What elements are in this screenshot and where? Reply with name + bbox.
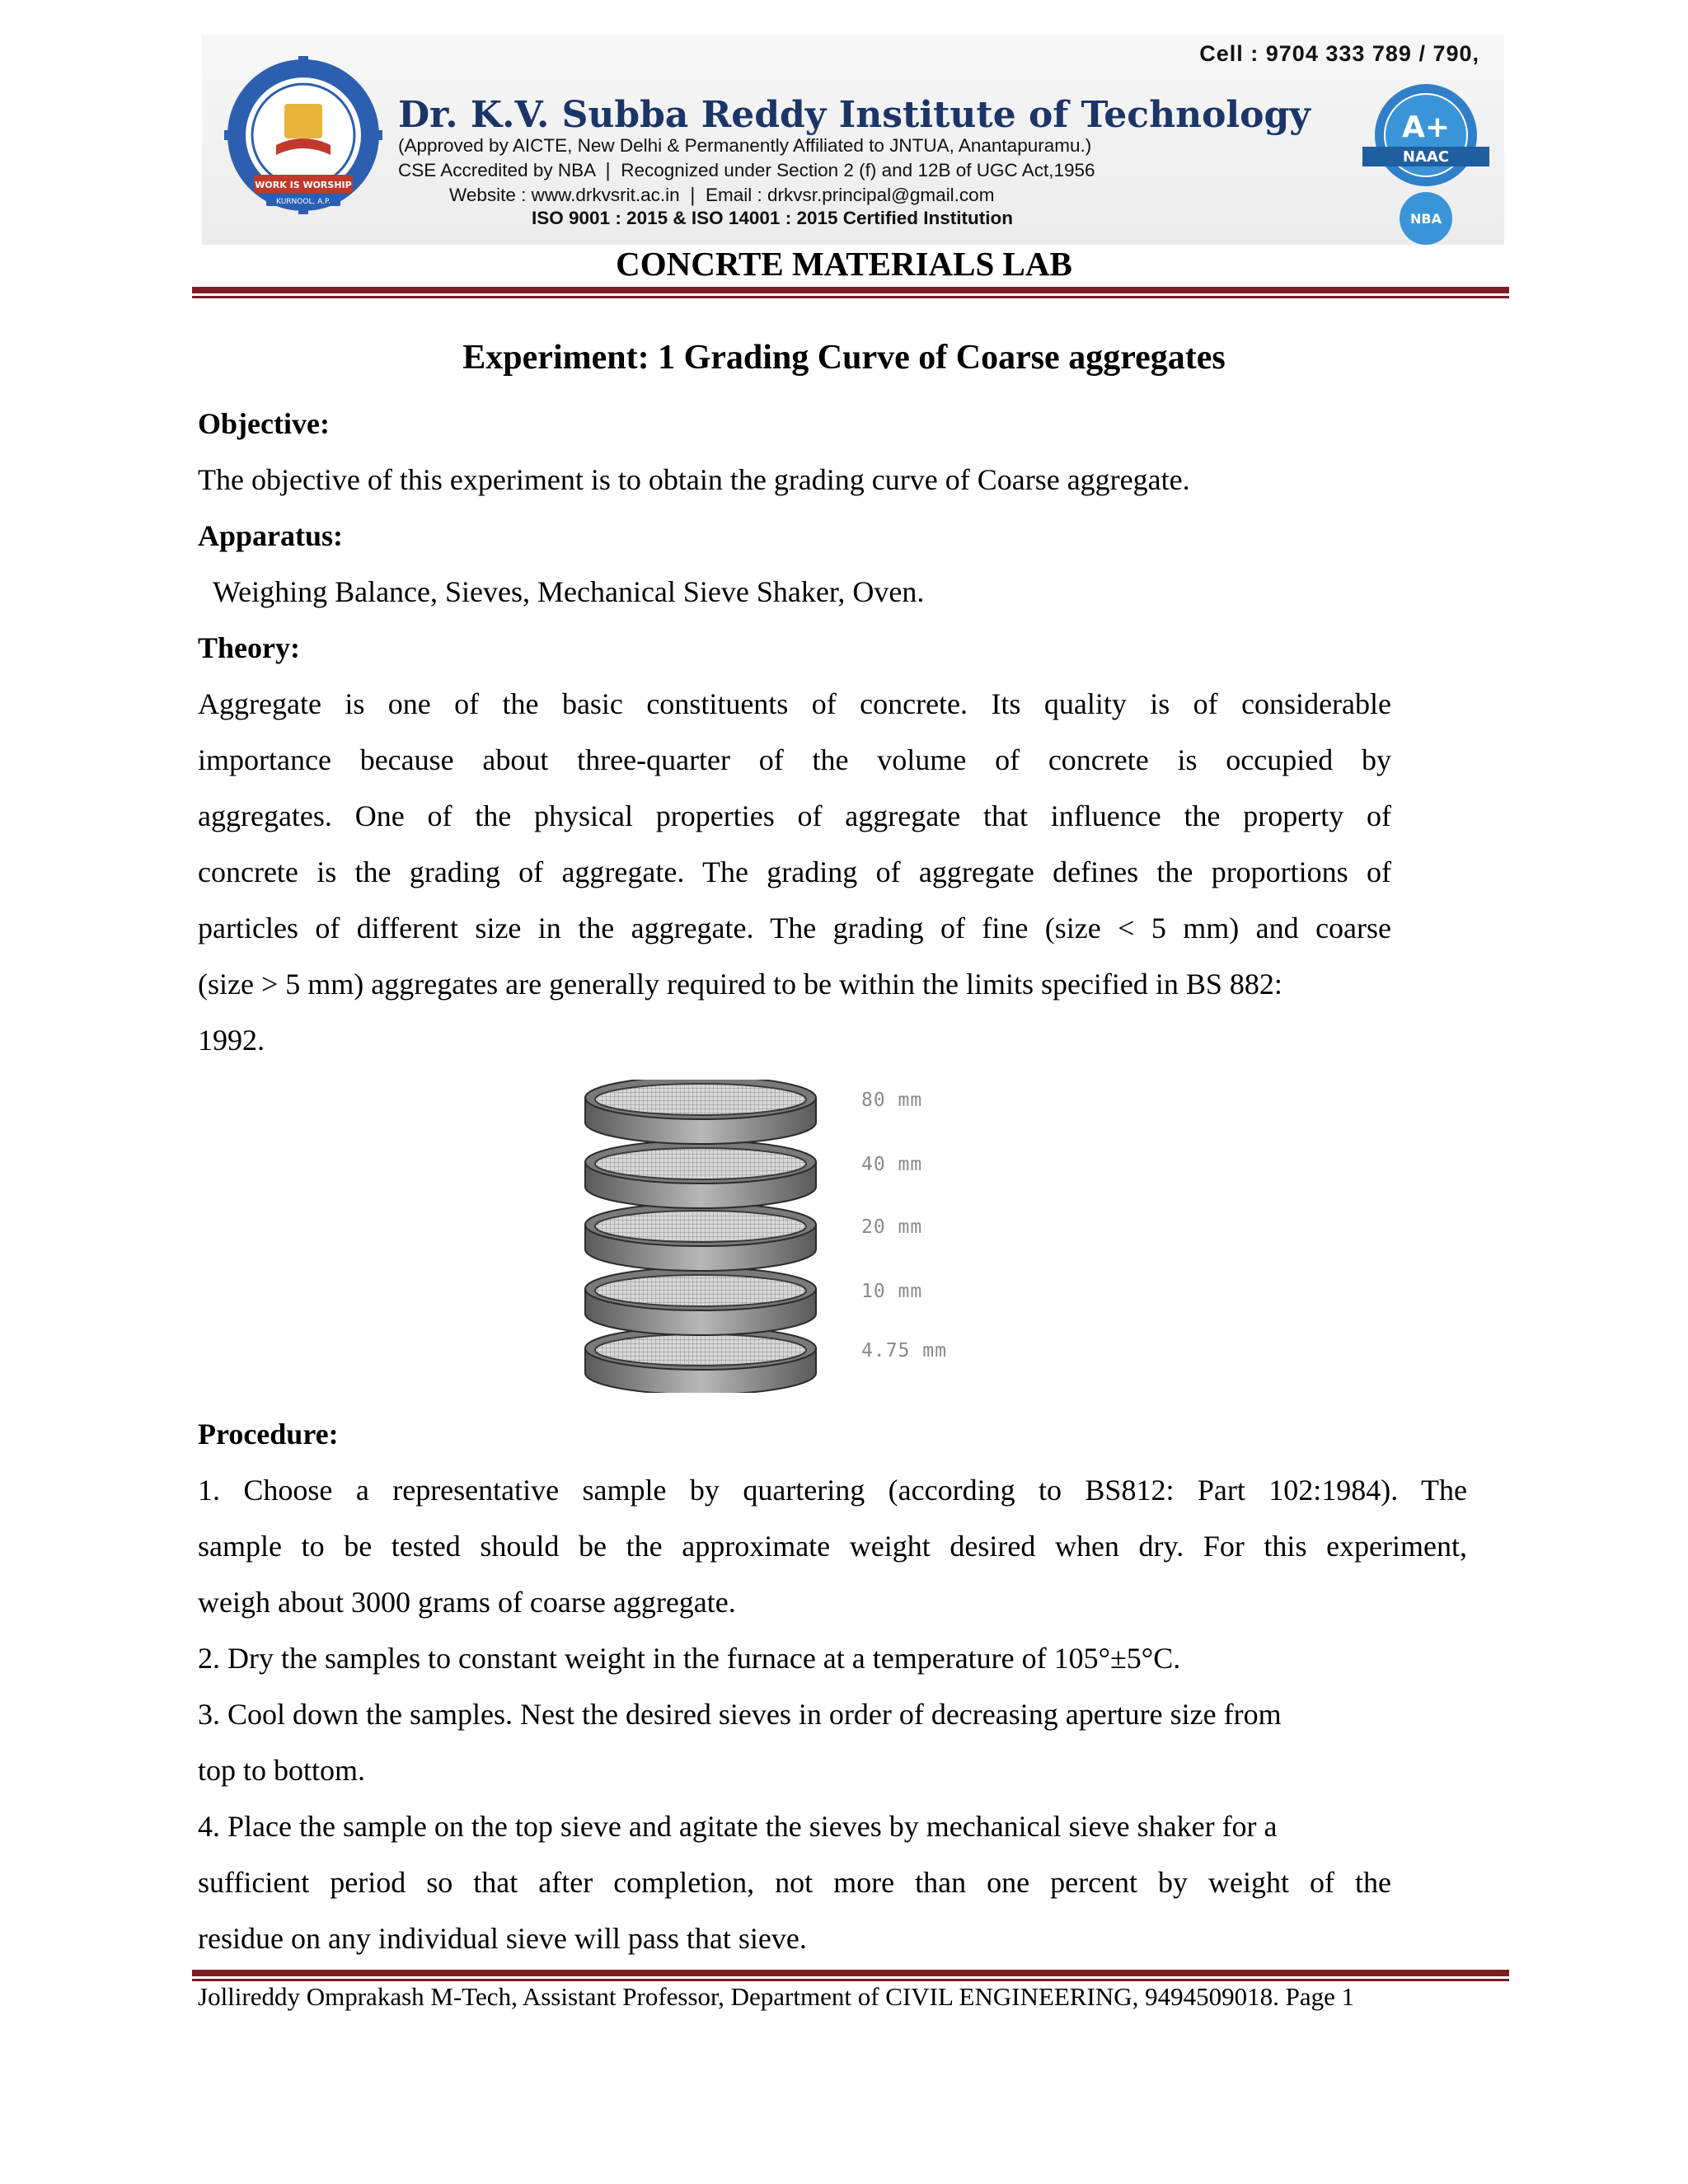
procedure-line: 2. Dry the samples to constant weight in the furnace at a temperature of 105°±5°C. [198, 1642, 1181, 1675]
procedure-line: sample to be tested should be the approximate weight desired when dry. For this experiment, [198, 1530, 1467, 1563]
theory-line: concrete is the grading of aggregate. The grading of aggregate defines the proportions of [198, 855, 1391, 888]
header-rule [192, 287, 1509, 298]
procedure-line: sufficient period so that after completion, not more than one percent by weight of the [198, 1866, 1391, 1899]
theory-line: aggregates. One of the physical properties of aggregate that influence the property of [198, 799, 1391, 832]
theory-line: (size > 5 mm) aggregates are generally required to be within the limits specified in BS 882: [198, 968, 1282, 1001]
theory-line: particles of different size in the aggregate. The grading of fine (size < 5 mm) and coarse [198, 912, 1391, 944]
naac-badge [1356, 77, 1496, 193]
experiment-title: Experiment: 1 Grading Curve of Coarse aggregates [462, 339, 1226, 377]
procedure-line: 1. Choose a representative sample by quartering (according to BS812: Part 102:1984). The [198, 1474, 1467, 1507]
sieve-size-label: 10 mm [861, 1281, 923, 1302]
nba-label: NBA [1410, 211, 1442, 227]
procedure-line: residue on any individual sieve will pass that sieve. [198, 1922, 807, 1955]
iso-line: ISO 9001 : 2015 & ISO 14001 : 2015 Certified Institution [532, 208, 1013, 228]
logo-place: KURNOOL, A.P. [276, 198, 331, 206]
apparatus-text: Weighing Balance, Sieves, Mechanical Sieve Shaker, Oven. [213, 575, 925, 608]
sieve-ring [585, 1327, 816, 1393]
sieve-ring [585, 1203, 816, 1271]
contact-line: Website : www.drkvsrit.ac.in ❘ Email : drkvsr.principal@gmail.com [449, 185, 995, 205]
accreditation-line: CSE Accredited by NBA ❘ Recognized under Section 2 (f) and 12B of UGC Act,1956 [398, 160, 1095, 180]
theory-line: importance because about three-quarter of the volume of concrete is occupied by [198, 743, 1391, 776]
sieve-size-label: 40 mm [861, 1154, 923, 1175]
procedure-heading: Procedure: [198, 1418, 339, 1451]
procedure-line: 3. Cool down the samples. Nest the desired sieves in order of decreasing aperture size from [198, 1698, 1282, 1731]
footer-rule [192, 1970, 1509, 1981]
lab-title: CONCRTE MATERIALS LAB [616, 245, 1072, 283]
theory-line: Aggregate is one of the basic constituents of concrete. Its quality is of considerable [198, 687, 1391, 720]
procedure-line: 4. Place the sample on the top sieve and agitate the sieves by mechanical sieve shaker for a [198, 1810, 1278, 1843]
procedure-line: top to bottom. [198, 1754, 366, 1787]
sieve-ring [585, 1141, 816, 1208]
page-footer: Jollireddy Omprakash M-Tech, Assistant Professor, Department of CIVIL ENGINEERING, 9494509018. Page 1 [198, 1982, 1355, 2011]
sieve-size-label: 80 mm [861, 1090, 923, 1111]
apparatus-heading: Apparatus: [198, 519, 344, 552]
sieve-size-label: 20 mm [861, 1216, 923, 1238]
sieve-ring [585, 1080, 816, 1144]
procedure-line: weigh about 3000 grams of coarse aggregate. [198, 1586, 736, 1619]
naac-label: NAAC [1402, 148, 1450, 166]
naac-grade: A+ [1401, 110, 1451, 144]
objective-heading: Objective: [198, 407, 330, 440]
sieve-stack-figure [577, 1080, 1039, 1393]
logo-motto: WORK IS WORSHIP [255, 180, 352, 190]
theory-line: 1992. [198, 1024, 265, 1057]
institute-name: Dr. K.V. Subba Reddy Institute of Technology [398, 94, 1311, 136]
cell-number: Cell : 9704 333 789 / 790, [1199, 41, 1479, 66]
nba-badge [1356, 187, 1496, 245]
letterhead [202, 35, 1504, 245]
objective-text: The objective of this experiment is to obtain the grading curve of Coarse aggregate. [198, 463, 1190, 496]
institute-logo [217, 53, 390, 230]
sieve-size-label: 4.75 mm [861, 1340, 947, 1361]
approval-line: (Approved by AICTE, New Delhi & Permanently Affiliated to JNTUA, Anantapuramu.) [398, 135, 1092, 156]
theory-heading: Theory: [198, 631, 300, 664]
sieve-ring [585, 1268, 816, 1335]
